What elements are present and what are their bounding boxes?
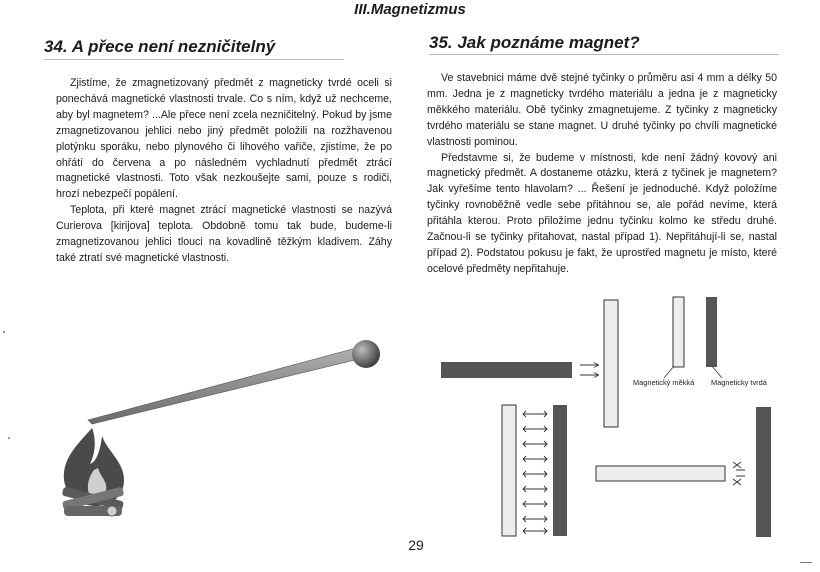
hard-rod-sample [706,297,717,367]
left-paragraph-1: Zjistíme, že zmagnetizovaný předmět z magneticky tvrdé oceli si ponechává magnetické vlastnosti trvale. Co s ním, když už nechceme, aby byl magnetem? ...Ale přece není zcela nezničitelný. Pokud by jsme zmagnetizovanou jehlici nebo jiný předmět položili na rozžhavenou plotýnku sporáku, nebo plynového či lihového vařiče, zjistíme, že po ohřátí do červena a po následném vychladnutí předmět ztrácí magnetické vlastnosti. Toto však nezkoušejte sami, pouze s rodiči, hrozí nebezpečí popálení. [56,77,392,201]
attraction-arrows [523,411,547,534]
needle-head-icon [352,340,380,368]
magnet-test-diagram [441,297,771,537]
hard-rod-vertical [756,407,771,537]
crossed-arrows [733,462,745,485]
scan-speck [3,331,5,333]
right-paragraph-2: Představme si, že budeme v místnosti, kde není žádný kovový ani magnetický předmět. A dostaneme otázku, která z tyčinek je magnetem? Jak vyřešíme tento hlavolam? ... Řešení je jednoduché. Když položíme tyčinky rovnoběžně vedle sebe přitáhnou se, ale pořád nevíme, která přitáhla kterou. Proto přiložíme jednu tyčinku kolmo ke středu druhé. Začnou-li se tyčinky přitahovat, nastal případ 1). Nepřitáhují-li se, nastal případ 2). Podstatou pokusu je fakt, že uprostřed magnetu je místo, které ocelové předměty nepřitahuje. [427,151,777,275]
right-chapter-heading: 35. Jak poznáme magnet? [429,33,640,52]
hard-rod-horizontal [441,362,572,378]
soft-rod-horizontal [596,466,725,481]
left-chapter-heading: 34. A přece není nezničitelný [44,37,276,56]
left-paragraph-2: Teplota, při které magnet ztrácí magnetické vlastnosti se nazývá Curierova [kirijova] teplota. Obdobně tomu tak bude, budeme-li zmagnetizovanou jehlici tlouci na kovadlině těžkým kladivem. Záhy také ztratí své magnetické vlastnosti. [56,204,392,264]
hard-rod-parallel [553,405,567,536]
soft-rod-vertical [604,300,618,427]
section-title: III.Magnetizmus [354,1,466,18]
scan-mark [800,562,812,563]
campfire-icon [62,428,125,516]
label-hard: Magneticky tvrdá [711,378,767,387]
soft-rod-sample [673,297,684,367]
page-number: 29 [408,537,424,553]
right-paragraph-1: Ve stavebnici máme dvě stejné tyčinky o průměru asi 4 mm a délky 50 mm. Jedna je z magneticky tvrdého materiálu a jedna je z magneticky měkkého materiálu. Obě tyčinky zmagnetujeme. Z tyčinky z magneticky tvrdého materiálu se stane magnet. U druhé tyčinky po chvíli magnetické vlastnosti pominou. [427,72,777,148]
soft-rod-parallel [502,405,516,536]
needle-illustration [88,340,380,424]
scan-speck [8,437,10,439]
label-soft: Magnetický měkká [633,378,695,387]
needle-icon [88,347,363,424]
